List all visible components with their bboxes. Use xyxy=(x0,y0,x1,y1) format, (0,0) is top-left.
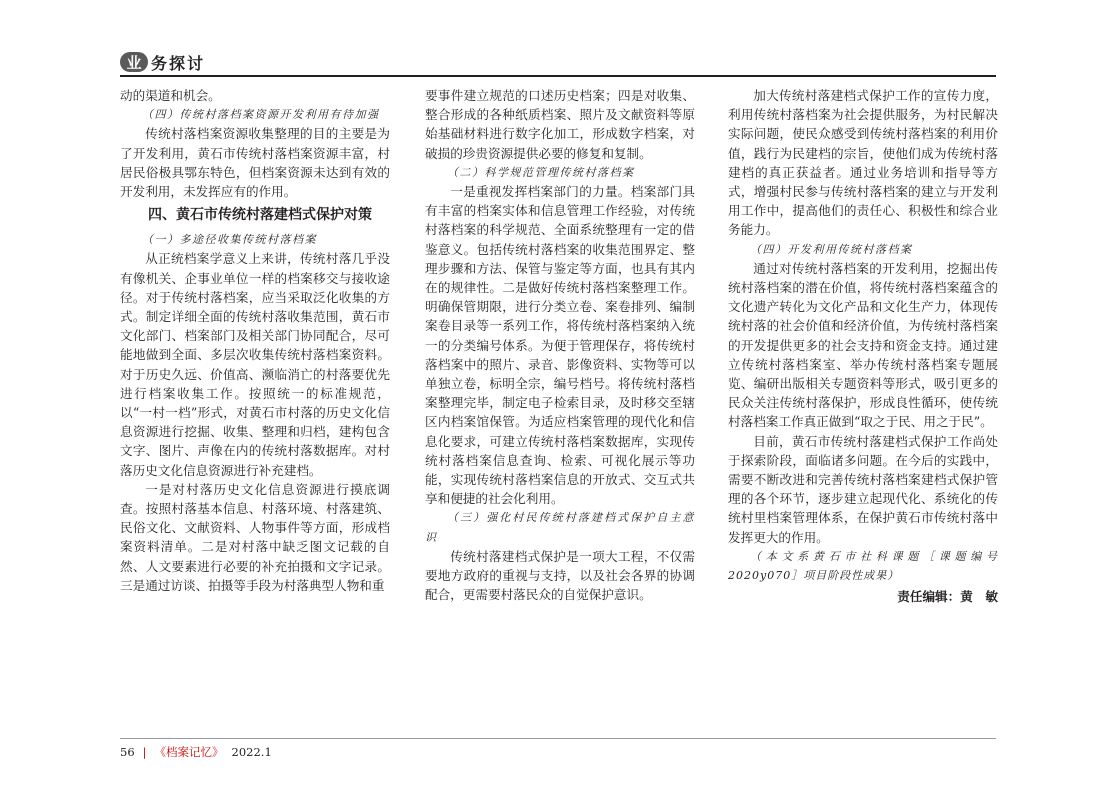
subheading: （三）强化村民传统村落建档式保护自主意识 xyxy=(425,511,695,544)
paragraph: 加大传统村落建档式保护工作的宣传力度，利用传统村落档案为社会提供服务，为村民解决实际问题，使民众感受到传统村落档案的利用价值，践行为民建档的宗旨，使他们成为传统村落建档的真正获益者。通过业务培训和指导等方式，增强村民参与传统村落档案的建立与开发利用工作中，提高他们的责任心、积极性和综合业务能力。 xyxy=(728,88,998,238)
paragraph: 要事件建立规范的口述历史档案；四是对收集、整合形成的各种纸质档案、照片及文献资料等原始基础材料进行数字化加工，形成数字档案，对破损的珍贵资源提供必要的修复和复制。 xyxy=(425,88,695,161)
section-title: 务探讨 xyxy=(151,53,206,73)
subheading: （四）传统村落档案资源开发利用有待加强 xyxy=(142,108,380,122)
footer-rule xyxy=(120,738,996,739)
section-heading: 四、黄石市传统村落建档式保护对策 xyxy=(148,207,372,224)
issue-number: 2022.1 xyxy=(231,745,272,759)
paragraph: 传统村落建档式保护是一项大工程，不仅需要地方政府的重视与支持，以及社会各界的协调配合，更需要村落民众的自觉保护意识。 xyxy=(425,548,695,603)
footer-separator: | xyxy=(142,745,147,759)
responsible-editor: 责任编辑：黄 敏 xyxy=(897,589,998,605)
subheading: （一）多途径收集传统村落档案 xyxy=(142,233,317,247)
page-number: 56 xyxy=(120,745,135,759)
paragraph: 目前，黄石市传统村落建档式保护工作尚处于探索阶段，面临诸多问题。在今后的实践中，需要不断改进和完善传统村落档案建档式保护管理的各个环节，逐步建立起现代化、系统化的传统村里档案管理体系，在保护黄石市传统村落中发挥更大的作用。 xyxy=(728,433,998,545)
paragraph: 从正统档案学意义上来讲，传统村落几乎没有像机关、企事业单位一样的档案移交与接收途径。对于传统村落档案，应当采取泛化收集的方式。制定详细全面的传统村落收集范围，黄石市文化部门、档案部门及相关部门协同配合，尽可能地做到全面、多层次收集传统村落档案资料。对于历史久远、价值高、濒临消亡的村落要优先进行档案收集工作。按照统一的标准规范，以“一村一档”形式，对黄石市村落的历史文化信息资源进行挖掘、收集、整理和归档，建构包含文字、图片、声像在内的传统村落数据库。对村落历史文化信息资源进行补充建档。 xyxy=(120,251,390,478)
header-rule xyxy=(120,75,996,77)
column-1 xyxy=(120,86,390,595)
paragraph: 一是重视发挥档案部门的力量。档案部门具有丰富的档案实体和信息管理工作经验，对传统村落档案的科学规范、全面系统整理有一定的借鉴意义。包括传统村落档案的收集范围界定、整理步骤和方法、保管与鉴定等方面，也具有其内在的规律性。二是做好传统村落档案整理工作。明确保管期限，进行分类立卷、案卷排列、编制案卷目录等一系列工作，将传统村落档案纳入统一的分类编号体系。为便于管理保存，将传统村落档案中的照片、录音、影像资料、实物等可以单独立卷，标明全宗，编号档号。将传统村落档案整理完毕，制定电子检索目录，及时移交至辖区内档案馆保管。为适应档案管理的现代化和信息化要求，可建立传统村落档案数据库，实现传统村落档案信息查询、检索、可视化展示等功能，实现传统村落档案信息的开放式、交互式共享和便捷的社会化利用。 xyxy=(425,184,695,507)
section-badge: 业 xyxy=(120,52,148,72)
paragraph: 一是对村落历史文化信息资源进行摸底调查。按照村落基本信息、村落环境、村落建筑、民俗文化、文献资料、人物事件等方面，形成档案资料清单。二是对村落中缺乏图文记载的自然、人文要素进行必要的补充拍摄和文字记录。三是通过访谈、拍摄等手段为村落典型人物和重 xyxy=(120,481,390,593)
paragraph: 动的渠道和机会。 xyxy=(120,88,221,103)
subheading: （四）开发利用传统村落档案 xyxy=(750,242,913,256)
subheading: （二）科学规范管理传统村落档案 xyxy=(447,165,635,179)
magazine-name: 《档案记忆》 xyxy=(154,745,224,759)
section-header xyxy=(120,50,205,74)
paragraph: 传统村落档案资源收集整理的目的主要是为了开发利用，黄石市传统村落档案资源丰富，村居民俗极具鄂东特色，但档案资源未达到有效的开发利用，未发挥应有的作用。 xyxy=(120,126,390,200)
funding-note: （本文系黄石市社科课题［课题编号2020y070］项目阶段性成果） xyxy=(728,549,998,583)
page-footer xyxy=(120,744,272,760)
column-2 xyxy=(425,86,695,604)
paragraph: 通过对传统村落档案的开发利用，挖掘出传统村落档案的潜在价值，将传统村落档案蕴含的文化遗产转化为文化产品和文化生产力，体现传统村落的社会价值和经济价值，为传统村落档案的开发提供更多的社会支持和资金支持。通过建立传统村落档案室、举办传统村落档案专题展览、编研出版相关专题资料等形式，吸引更多的民众关注传统村落保护，形成良性循环，使传统村落档案工作真正做到“取之于民、用之于民”。 xyxy=(728,260,998,430)
column-3 xyxy=(728,86,998,606)
